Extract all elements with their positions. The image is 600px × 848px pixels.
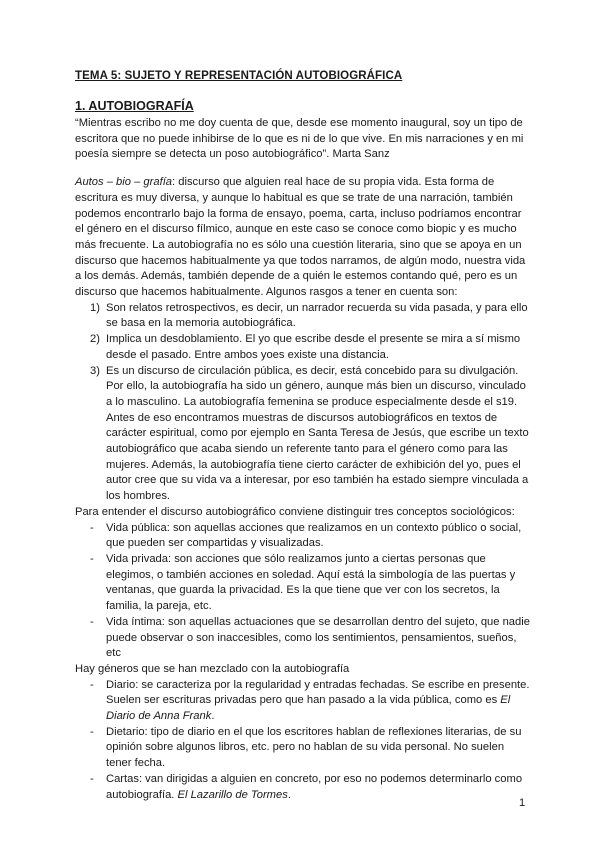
list-item bbox=[75, 332, 530, 363]
list-item-end: . bbox=[287, 788, 291, 801]
list-item-text: Son relatos retrospectivos, es decir, un narrador recuerda su vida pasada, y para ello se basa en la memoria autobiográfica. bbox=[106, 301, 528, 330]
definition-text: : discurso que alguien real hace de su propia vida. Esta forma de escritura es muy diversa, y aunque lo habitual es que se trate de una narración, también podemos encontrarlo bajo la forma de ensayo, poema, carta, incluso podríamos encontrar el género en el discurso fílmico, aunque en este caso se conoce como biopic y es mucho más frecuente. La autobiografía no es sólo una cuestión literaria, sino que se apoya en un discurso que hacemos habitualmente ya que todos narramos, de algún modo, nuestra vida a los demás. Además, también depende de a quién le estemos contando qué, pero es un discurso que hacemos habitualmente. Algunos rasgos a tener en cuenta son: bbox=[75, 176, 526, 299]
list-item-text: Es un discurso de circulación pública, es decir, está concebido para su divulgación. Por ello, la autobiografía ha sido un género, aunque más bien un discurso, vinculado a lo masculino. La autobiografía femenina se produce especialmente desde el s19. Antes de eso encontramos muestras de discursos autobiográficos en textos de carácter espiritual, como por ejemplo en Santa Teresa de Jesús, que escribe un texto autobiográfico que acaba siendo un referente tanto para el género como para las mujeres. Además, la autobiografía tiene cierto carácter de exhibición del yo, pues el autor cree que su vida va a interesar, por eso también ha estado siempre vinculada a los hombres. bbox=[106, 364, 529, 503]
list-item bbox=[75, 552, 530, 615]
list-item-end: . bbox=[211, 710, 215, 723]
epigraph-quote: “Mientras escribo no me doy cuenta de que, desde ese momento inaugural, soy un tipo de escritora que no puede inhibirse de lo que es ni de lo que vive. En mis narraciones y en mi poesía siempre se detecta un poso autobiográfico”. Marta Sanz bbox=[75, 117, 524, 161]
page-number: 1 bbox=[519, 797, 526, 809]
genres-intro: Hay géneros que se han mezclado con la autobiografía bbox=[75, 662, 350, 675]
list-item-text: Vida íntima: son aquellas actuaciones que se desarrollan dentro del sujeto, que nadie puede observar o son inaccesibles, como los sentimientos, pensamientos, sueños, etc bbox=[106, 615, 530, 660]
work-title: El Lazarillo de Tormes bbox=[177, 788, 288, 801]
list-item bbox=[75, 615, 530, 662]
list-item-text: Vida privada: son acciones que sólo realizamos junto a ciertas personas que elegimos, o también acciones en soledad. Aquí está la simbología de las puertas y ventanas, que guarda la privacidad. Es la que tiene que ver con los secretos, la familia, la pareja, etc. bbox=[106, 552, 516, 613]
list-number: 3) bbox=[90, 364, 100, 377]
traits-list bbox=[75, 301, 530, 505]
concepts-list bbox=[75, 521, 530, 662]
list-item-text: Implica un desdoblamiento. El yo que escribe desde el presente se mira a sí mismo desde el pasado. Entre ambos yoes existe una distancia. bbox=[106, 333, 521, 361]
dash-bullet: - bbox=[90, 615, 94, 628]
definition-term: Autos – bio – grafía bbox=[75, 176, 173, 189]
definition-paragraph bbox=[75, 175, 530, 301]
list-item-text: Diario: se caracteriza por la regularidad y entradas fechadas. Se escribe en presente. Suelen ser escrituras privadas pero que han pasado a la vida pública, como es bbox=[106, 678, 530, 707]
document-title: TEMA 5: SUJETO Y REPRESENTACIÓN AUTOBIOGRÁFICA bbox=[75, 70, 403, 82]
dash-bullet: - bbox=[90, 552, 94, 565]
list-number: 2) bbox=[90, 333, 100, 346]
dash-bullet: - bbox=[90, 772, 94, 785]
concepts-intro: Para entender el discurso autobiográfico conviene distinguir tres conceptos sociológicos: bbox=[75, 505, 515, 518]
list-item bbox=[75, 678, 530, 725]
genres-list bbox=[75, 678, 530, 804]
list-item bbox=[75, 772, 530, 803]
list-item bbox=[75, 364, 530, 505]
list-number: 1) bbox=[90, 301, 100, 314]
dash-bullet: - bbox=[90, 725, 94, 738]
dash-bullet: - bbox=[90, 678, 94, 691]
list-item bbox=[75, 521, 530, 552]
list-item-text: Vida pública: son aquellas acciones que realizamos en un contexto público o social, que pueden ser compartidas y visualizadas. bbox=[106, 521, 522, 550]
list-item-text: Cartas: van dirigidas a alguien en concreto, por eso no podemos determinarlo como autobiografía. bbox=[106, 772, 523, 801]
list-item bbox=[75, 725, 530, 772]
list-item bbox=[75, 301, 530, 332]
section-heading: 1. AUTOBIOGRAFÍA bbox=[75, 99, 194, 113]
work-title: El Diario de Anna Frank bbox=[106, 694, 511, 723]
list-item-text: Dietario: tipo de diario en el que los escritores hablan de reflexiones literarias, de su opinión sobre algunos libros, etc. pero no hablan de su vida personal. No suelen tener fecha. bbox=[106, 725, 522, 770]
document-body bbox=[75, 116, 530, 803]
dash-bullet: - bbox=[90, 521, 94, 534]
